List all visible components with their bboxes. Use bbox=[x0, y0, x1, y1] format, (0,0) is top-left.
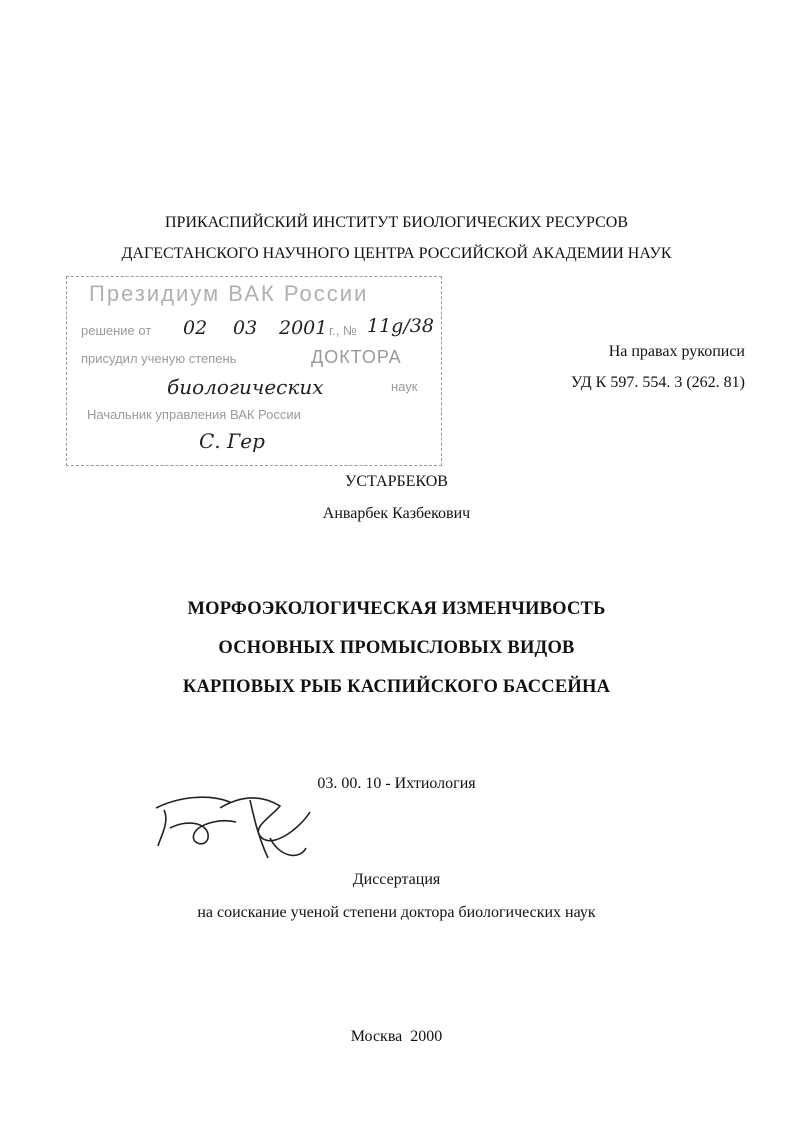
stamp-signature: С. Гер bbox=[199, 429, 265, 453]
stamp-degree: ДОКТОРА bbox=[311, 347, 402, 367]
stamp-awarded-prefix: присудил ученую степень bbox=[81, 351, 237, 366]
vak-stamp bbox=[66, 276, 442, 466]
title-line-1: МОРФОЭКОЛОГИЧЕСКАЯ ИЗМЕНЧИВОСТЬ bbox=[187, 599, 606, 619]
institute-line-2: ДАГЕСТАНСКОГО НАУЧНОГО ЦЕНТРА РОССИЙСКОЙ АКАДЕМИИ НАУК bbox=[121, 245, 672, 262]
stamp-official: Начальник управления ВАК России bbox=[87, 407, 301, 422]
stamp-title: Президиум ВАК России bbox=[89, 281, 369, 306]
institute-line-1: ПРИКАСПИЙСКИЙ ИНСТИТУТ БИОЛОГИЧЕСКИХ РЕСУРСОВ bbox=[165, 214, 628, 231]
stamp-decision-suffix: г., № bbox=[329, 323, 357, 338]
title-line-3: КАРПОВЫХ РЫБ КАСПИЙСКОГО БАССЕЙНА bbox=[182, 677, 611, 697]
specialty-code: 03. 00. 10 - Ихтиология bbox=[317, 775, 476, 792]
dissertation-type: Диссертация bbox=[352, 871, 441, 888]
author-surname: УСТАРБЕКОВ bbox=[345, 473, 448, 490]
dissertation-purpose: на соискание ученой степени доктора биологических наук bbox=[197, 904, 596, 921]
stamp-day: 02 bbox=[183, 317, 208, 339]
stamp-number: 11g/38 bbox=[367, 315, 434, 337]
manuscript-rights: На правах рукописи bbox=[608, 343, 745, 360]
author-signature bbox=[150, 788, 330, 868]
stamp-field: биологических bbox=[167, 375, 324, 399]
udc-code: УД К 597. 554. 3 (262. 81) bbox=[571, 374, 745, 391]
stamp-month: 03 bbox=[233, 317, 258, 339]
title-line-2: ОСНОВНЫХ ПРОМЫСЛОВЫХ ВИДОВ bbox=[218, 638, 575, 658]
city-year: Москва 2000 bbox=[350, 1028, 443, 1045]
stamp-field-suffix: наук bbox=[391, 379, 418, 394]
stamp-decision-prefix: решение от bbox=[81, 323, 152, 338]
author-name: Анварбек Казбекович bbox=[322, 505, 471, 522]
stamp-year: 2001 bbox=[279, 317, 328, 339]
